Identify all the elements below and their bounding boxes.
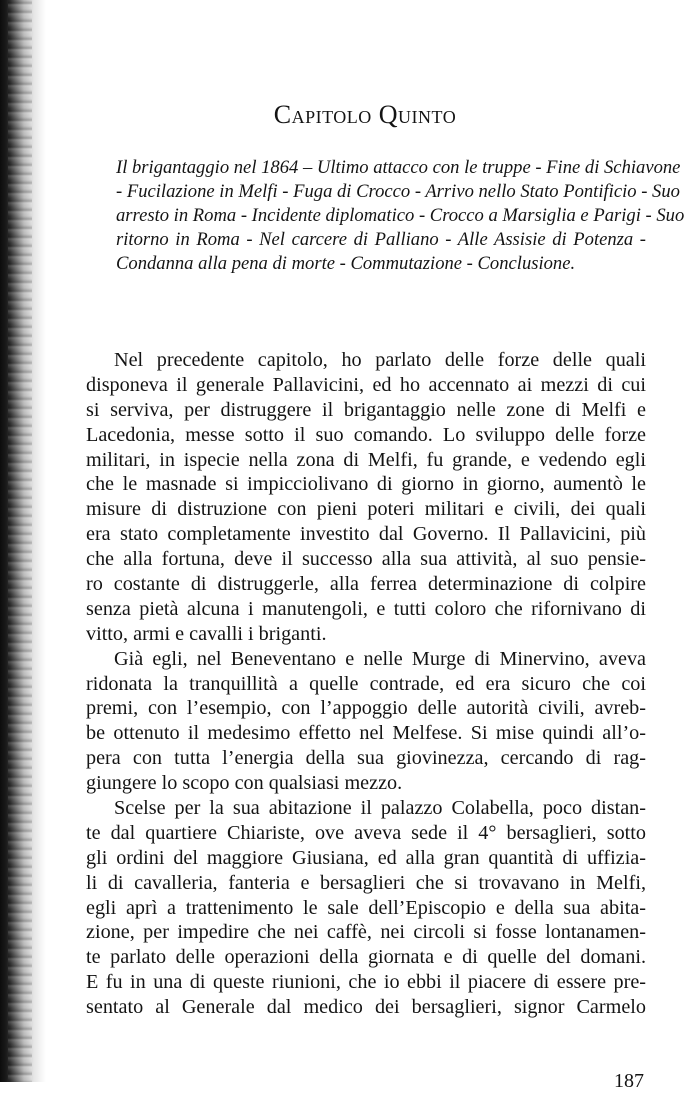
body-line: disponeva il generale Pallavicini, ed ho accennato ai mezzi di cui (86, 373, 646, 396)
body-line: E fu in una di queste riunioni, che io ebbi il piacere di essere pre- (86, 971, 646, 994)
body-line: che le masnade si impicciolivano di giorno in giorno, aumentò le (86, 473, 646, 496)
summary-line: arresto in Roma - Incidente diplomatico - Crocco a Marsiglia e Parigi - Suo (116, 205, 685, 226)
body-line: militari, in ispecie nella zona di Melfi, fu grande, e vedendo egli (86, 448, 646, 471)
summary-line: Il brigantaggio nel 1864 – Ultimo attacco con le truppe - Fine di Schiavone (116, 157, 681, 178)
body-line: te dal quartiere Chiariste, ove aveva sede il 4° bersaglieri, sotto (86, 821, 646, 844)
summary-line: - Fucilazione in Melfi - Fuga di Crocco - Arrivo nello Stato Pontificio - Suo (116, 181, 680, 202)
body-line: ridonata la tranquillità a quelle contrade, ed era sicuro che coi (86, 672, 646, 695)
body-line: be ottenuto il medesimo effetto nel Melfese. Si mise quindi all’o- (86, 722, 646, 745)
body-line: che alla fortuna, deve il successo alla sua attività, al suo pensie- (86, 548, 646, 571)
body-line: Scelse per la sua abitazione il palazzo Colabella, poco distan- (114, 797, 646, 820)
body-line: si serviva, per distruggere il brigantaggio nelle zone di Melfi e (86, 398, 646, 421)
summary-line: Condanna alla pena di morte - Commutazione - Conclusione. (116, 253, 576, 274)
body-line: premi, con l’esempio, con l’appoggio delle autorità civili, avreb- (86, 697, 646, 720)
body-line: senza pietà alcuna i manutengoli, e tutti coloro che rifornivano di (86, 597, 646, 620)
body-line: Nel precedente capitolo, ho parlato delle forze delle quali (114, 349, 646, 371)
body-line: te parlato delle operazioni della giornata e di quelle del domani. (86, 946, 646, 969)
page-number: 187 (614, 1070, 644, 1092)
body-line: Lacedonia, messe sotto il suo comando. Lo sviluppo delle forze (86, 423, 646, 446)
body-line: giungere lo scopo con qualsiasi mezzo. (86, 772, 403, 795)
body-line: pera con tutta l’energia della sua giovinezza, cercando di rag- (86, 747, 646, 770)
body-line: misure di distruzione con pieni poteri militari e civili, dei quali (86, 498, 646, 521)
chapter-title: Capitolo Quinto (273, 100, 457, 129)
body-line: ro costante di distruggerle, alla ferrea determinazione di colpire (86, 573, 646, 596)
body-line: sentato al Generale dal medico dei bersaglieri, signor Carmelo (86, 996, 646, 1019)
body-line: li di cavalleria, fanteria e bersaglieri che si trovavano in Melfi, (86, 871, 646, 894)
body-line: zione, per impedire che nei caffè, nei circoli si fosse lontanamen- (86, 921, 646, 944)
body-line: vitto, armi e cavalli i briganti. (86, 622, 327, 645)
summary-line: ritorno in Roma - Nel carcere di Palliano - Alle Assisie di Potenza - (116, 229, 646, 250)
chapter-summary (116, 156, 685, 276)
body-line: Già egli, nel Beneventano e nelle Murge di Minervino, aveva (114, 647, 646, 670)
body-line: egli aprì a trattenimento le sale dell’Episcopio e della sua abita- (86, 896, 646, 919)
body-line: gli ordini del maggiore Giusiana, ed alla gran quantità di uffizia- (86, 846, 646, 869)
body-text (86, 348, 646, 1020)
body-line: era stato completamente investito dal Governo. Il Pallavicini, più (86, 523, 646, 546)
binding-gutter (0, 0, 46, 1082)
